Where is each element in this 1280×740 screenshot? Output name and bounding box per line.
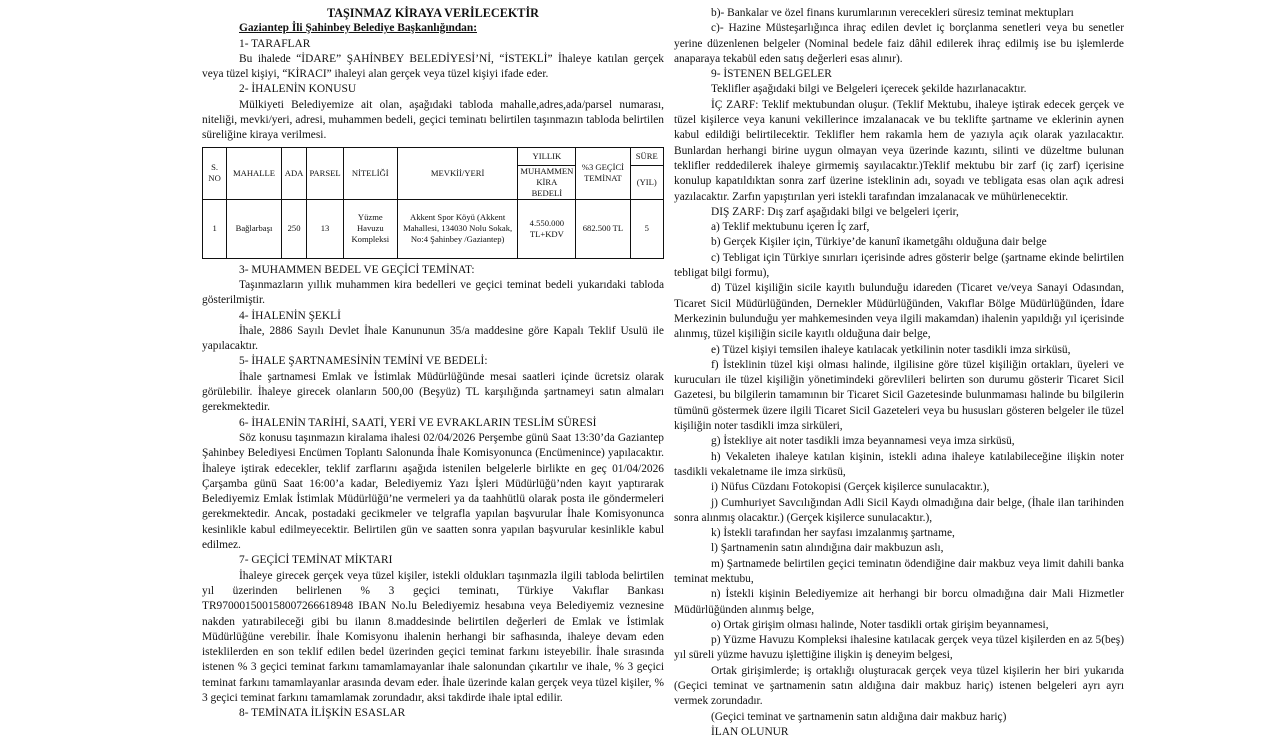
section-6-heading: 6- İHALENİN TARİHİ, SAATİ, YERİ VE EVRAKLARIN TESLİM SÜRESİ: [239, 416, 597, 429]
section-9-text: Teklifler aşağıdaki bilgi ve Belgeleri içerecek şekilde hazırlanacaktır.: [711, 83, 1027, 96]
document-item-n: n) İstekli kişinin Belediyemize ait herhangi bir borcu olmadığına dair Mali Hizmetler Müdürlüğünden alınmış belge,: [674, 588, 1124, 616]
header-kira-bedeli: MUHAMMEN KİRA BEDELİ: [518, 165, 576, 199]
guarantee-item-c: c)- Hazine Müsteşarlığınca ihraç edilen devlet iç borçlanma senetleri veya bu senetler yerine düzenlenen belgeler (Nominal bedele faiz dâhil edilerek ihraç edilmiş ise bu işlemlerde anaparaya tekabül eden satış değerleri esas alınır).: [674, 22, 1124, 65]
cell-bedel: 4.550.000 TL+KDV: [518, 199, 576, 258]
table-row: [203, 199, 664, 258]
right-column: [674, 6, 1124, 740]
cell-sure: 5: [630, 199, 664, 258]
document-item-o: o) Ortak girişim olması halinde, Noter tasdikli ortak girişim beyannamesi,: [711, 618, 1049, 631]
document-subtitle: Gaziantep İli Şahinbey Belediye Başkanlığından:: [239, 22, 477, 35]
section-5-heading: 5- İHALE ŞARTNAMESİNİN TEMİNİ VE BEDELİ:: [239, 355, 488, 368]
document-item-k: k) İstekli tarafından her sayfası imzalanmış şartname,: [711, 527, 955, 540]
section-1-heading: 1- TARAFLAR: [239, 37, 311, 50]
section-9-heading: 9- İSTENEN BELGELER: [711, 68, 832, 81]
document-item-f: f) İsteklinin tüzel kişi olması halinde, ilgilisine göre tüzel kişiliğin ortakları, üyeleri ve kurucuları ile tüzel kişiliğin yönetimindeki görevlileri belirten son durumu gösterir Ticaret Sicil Gazetesi, bu bilgilerin tamamının bir Ticaret Sicil Gazetesinde bulunmaması halinde bu bilgilerin tümünü göstermek üzere ilgili Ticaret Sicil Gazeteleri veya bu hususları gösteren belgeler ile tüzel kişiliğin noter tasdikli imza sirküleri,: [674, 358, 1124, 433]
header-sure-yil: (YIL): [630, 165, 664, 199]
header-ada: ADA: [281, 147, 307, 199]
document-item-h: h) Vekaleten ihaleye katılan kişinin, istekli adına ihaleye katılabileceğine ilişkin noter tasdikli vekaletname ile imza sirküsü,: [674, 450, 1124, 478]
section-2-heading: 2- İHALENİN KONUSU: [239, 83, 357, 96]
property-table: [202, 147, 664, 259]
header-sure: SÜRE: [630, 147, 664, 165]
header-yillik: YILLIK: [518, 147, 576, 165]
header-nitelik: NİTELİĞİ: [343, 147, 397, 199]
document-item-c: c) Tebligat için Türkiye sınırları içerisinde adres gösterir belge (şartname ekinde belirtilen tebligat bilgi formu),: [674, 251, 1124, 280]
section-8-heading: 8- TEMİNATA İLİŞKİN ESASLAR: [239, 707, 406, 720]
header-mevki: MEVKİİ/YERİ: [397, 147, 517, 199]
section-2-text: Mülkiyeti Belediyemize ait olan, aşağıdaki tabloda mahalle,adres,ada/parsel numarası, niteliği, mevki/yeri, adresi, muhammen bedeli, geçici teminatı belirtilen taşınmazın tabloda belirtilen süreliğine kiraya verilmesi.: [202, 98, 664, 142]
document-item-j: j) Cumhuriyet Savcılığından Adli Sicil Kaydı olmadığına dair belge, (İhale ilan tarihinden sonra alınmış olacaktır.) (Gerçek kişilerce sunulacaktır.),: [674, 496, 1124, 524]
document-item-g: g) İstekliye ait noter tasdikli imza beyannamesi veya imza sirküsü,: [711, 435, 1015, 448]
announcement-closing: İLAN OLUNUR: [711, 725, 789, 738]
document-item-a: a) Teklif mektubunu içeren İç zarf,: [711, 221, 870, 234]
document-item-p: p) Yüzme Havuzu Kompleksi ihalesine katılacak gerçek veya tüzel kişilerden en az 5(beş) yıl süreli yüzme havuzu işlettiğine ilişkin iş deneyim belgesi,: [674, 634, 1124, 662]
header-parsel: PARSEL: [307, 147, 343, 199]
document-item-m: m) Şartnamede belirtilen geçici teminatın ödendiğine dair makbuz veya limit dahili banka teminat mektubu,: [674, 557, 1124, 585]
outer-envelope-text: DIŞ ZARF: Dış zarf aşağıdaki bilgi ve belgeleri içerir,: [711, 205, 959, 218]
header-teminat: %3 GEÇİCİ TEMİNAT: [576, 147, 630, 199]
guarantee-item-b: b)- Bankalar ve özel finans kurumlarının verecekleri süresiz teminat mektupları: [711, 7, 1074, 19]
section-3-text: Taşınmazların yıllık muhammen kira bedelleri ve geçici teminat bedeli yukarıdaki tabloda gösterilmiştir.: [202, 278, 664, 307]
cell-ada: 250: [281, 199, 307, 258]
section-4-text: İhale, 2886 Sayılı Devlet İhale Kanununun 35/a maddesine göre Kapalı Teklif Usulü ile yapılacaktır.: [202, 324, 664, 353]
section-7-text: İhaleye girecek gerçek veya tüzel kişiler, istekli oldukları taşınmazla ilgili tabloda belirtilen yıl üzerinden belirlenen % 3 geçici teminatı, Türkiye Vakıflar Bankası TR970001500158007266618948 IBAN No.lu Belediyemiz hesabına veya Belediyemiz veznesine nakden yatırabileceği gibi bu ilanın 8.maddesinde belirtilen değerleri de Emlak ve İstimlak Müdürlüğüne verebilir. İhale Komisyonu ihalenin herhangi bir safhasında, ihaleye devam eden isteklilerden en son teklif edilen bedel üzerinden geçici teminat farkını isteyebilir. İhale sırasında istenen % 3 geçici teminat farkını tamamlamayanlar ihale salonundan çıkartılır ve ihale, % 3 geçici teminat farkını tamamlayanlar arasında devam eder. İhale üzerinde kalan gerçek veya tüzel kişiler, % 3 geçici teminat farkını tamamlamak zorundadır, aksi takdirde ihale iptal edilir.: [202, 569, 664, 704]
document-title: TAŞINMAZ KİRAYA VERİLECEKTİR: [327, 6, 539, 20]
section-3-heading: 3- MUHAMMEN BEDEL VE GEÇİCİ TEMİNAT:: [239, 263, 475, 276]
document-item-b: b) Gerçek Kişiler için, Türkiye’de kanunî ikametgâhı olduğuna dair belge: [711, 236, 1047, 249]
cell-mahalle: Bağlarbaşı: [227, 199, 282, 258]
section-7-heading: 7- GEÇİCİ TEMİNAT MİKTARI: [239, 554, 393, 567]
cell-teminat: 682.500 TL: [576, 199, 630, 258]
document-item-e: e) Tüzel kişiyi temsilen ihaleye katılacak yetkilinin noter tasdikli imza sirküsü,: [711, 343, 1071, 356]
section-6-text: Söz konusu taşınmazın kiralama ihalesi 02/04/2026 Perşembe günü Saat 13:30’da Gaziantep Şahinbey Belediyesi Encümen Toplantı Salonunda İhale Komisyonunca (Encümenince) yapılacaktır. İhaleye iştirak edecekler, teklif zarflarını aşağıda istenilen belgelerle birlikte en geç 01/04/2026 Çarşamba günü Saat 16:00’a kadar, Belediyemiz Yazı İşleri Müdürlüğü’nden kayıt yaptırarak Belediyemiz Emlak İstimlak Müdürlüğü’ne vermeleri ya da taahhütlü olarak posta ile göndermeleri gerekmektedir. Ancak, postadaki gecikmeler ve telgrafla yapılan başvurular İhale Komisyonunca kesinlikle kabul edilmeyecektir. Belirtilen gün ve saatten sonra yapılan başvurular kesinlikle kabul edilmez.: [202, 431, 664, 552]
cell-sno: 1: [203, 199, 227, 258]
exclusion-note: (Geçici teminat ve şartnamenin satın aldığına dair makbuz hariç): [711, 710, 1007, 723]
document-item-i: i) Nüfus Cüzdanı Fotokopisi (Gerçek kişilerce sunulacaktır.),: [711, 481, 990, 494]
section-5-text: İhale şartnamesi Emlak ve İstimlak Müdürlüğünde mesai saatleri içinde ücretsiz olarak görülebilir. İhaleye girecek olanların 500,00 (Beşyüz) TL karşılığında şartnameyi satın almaları gerekmektedir.: [202, 370, 664, 414]
joint-venture-text: Ortak girişimlerde; iş ortaklığı oluşturacak gerçek veya tüzel kişilerin her biri yukarıda (Geçici teminat ve şartnamenin satın aldığına dair makbuz hariç) istenen belgeleri ayrı ayrı vermek zorundadır.: [674, 664, 1124, 708]
header-sno: S. NO: [203, 147, 227, 199]
cell-nitelik: Yüzme Havuzu Kompleksi: [343, 199, 397, 258]
inner-envelope-text: İÇ ZARF: Teklif mektubundan oluşur. (Teklif Mektubu, ihaleye iştirak edecek gerçek ve tüzel kişilerce veya kanuni vekillerince imzalanacak ve bu teklifte şartname ve eklerinin aynen kabul edildiği belirtilecektir. Teklifler hem rakamla hem de yazıyla açık olarak yazılacaktır. Bunlardan herhangi birine uygun olmayan veya üzerinde kazıntı, silinti ve düzeltme bulunan teklifler reddedilerek ihaleye girmemiş sayılacaktır.)Teklif mektubu bir zarf (iç zarf) içerisine konulup kapatıldıktan sonra zarf üzerine isteklinin adı, soyadı ve tebligata esas olan açık adresi yazılacaktır. Zarfın yapıştırılan yeri istekli tarafından imzalanacak ve mühürlenecektir.: [674, 98, 1124, 203]
document-item-d: d) Tüzel kişiliğin sicile kayıtlı bulunduğu idareden (Ticaret ve/veya Sanayi Odasından, Ticaret Sicil Müdürlüğünden, Dernekler Müdürlüğünden, Vakıflar Bölge Müdürlüğünden, İdare Merkezinin bulunduğu yer mahkemesinden veya ilgili makamdan) ihalenin yapıldığı yıl içerisinde alınmış, tüzel kişiliğin sicile kayıtlı olduğuna dair belge,: [674, 282, 1124, 341]
section-4-heading: 4- İHALENİN ŞEKLİ: [239, 309, 341, 322]
cell-parsel: 13: [307, 199, 343, 258]
header-mahalle: MAHALLE: [227, 147, 282, 199]
document-item-l: l) Şartnamenin satın alındığına dair makbuzun aslı,: [711, 542, 944, 555]
left-column: [202, 6, 664, 722]
section-1-text: Bu ihalede “İDARE” ŞAHİNBEY BELEDİYESİ’Nİ, “İSTEKLİ” İhaleye katılan gerçek veya tüzel kişiyi, “KİRACI” ihaleyi alan gerçek veya tüzel kişiyi ifade eder.: [202, 52, 664, 81]
cell-mevki: Akkent Spor Köyü (Akkent Mahallesi, 134030 Nolu Sokak, No:4 Şahinbey /Gaziantep): [397, 199, 517, 258]
